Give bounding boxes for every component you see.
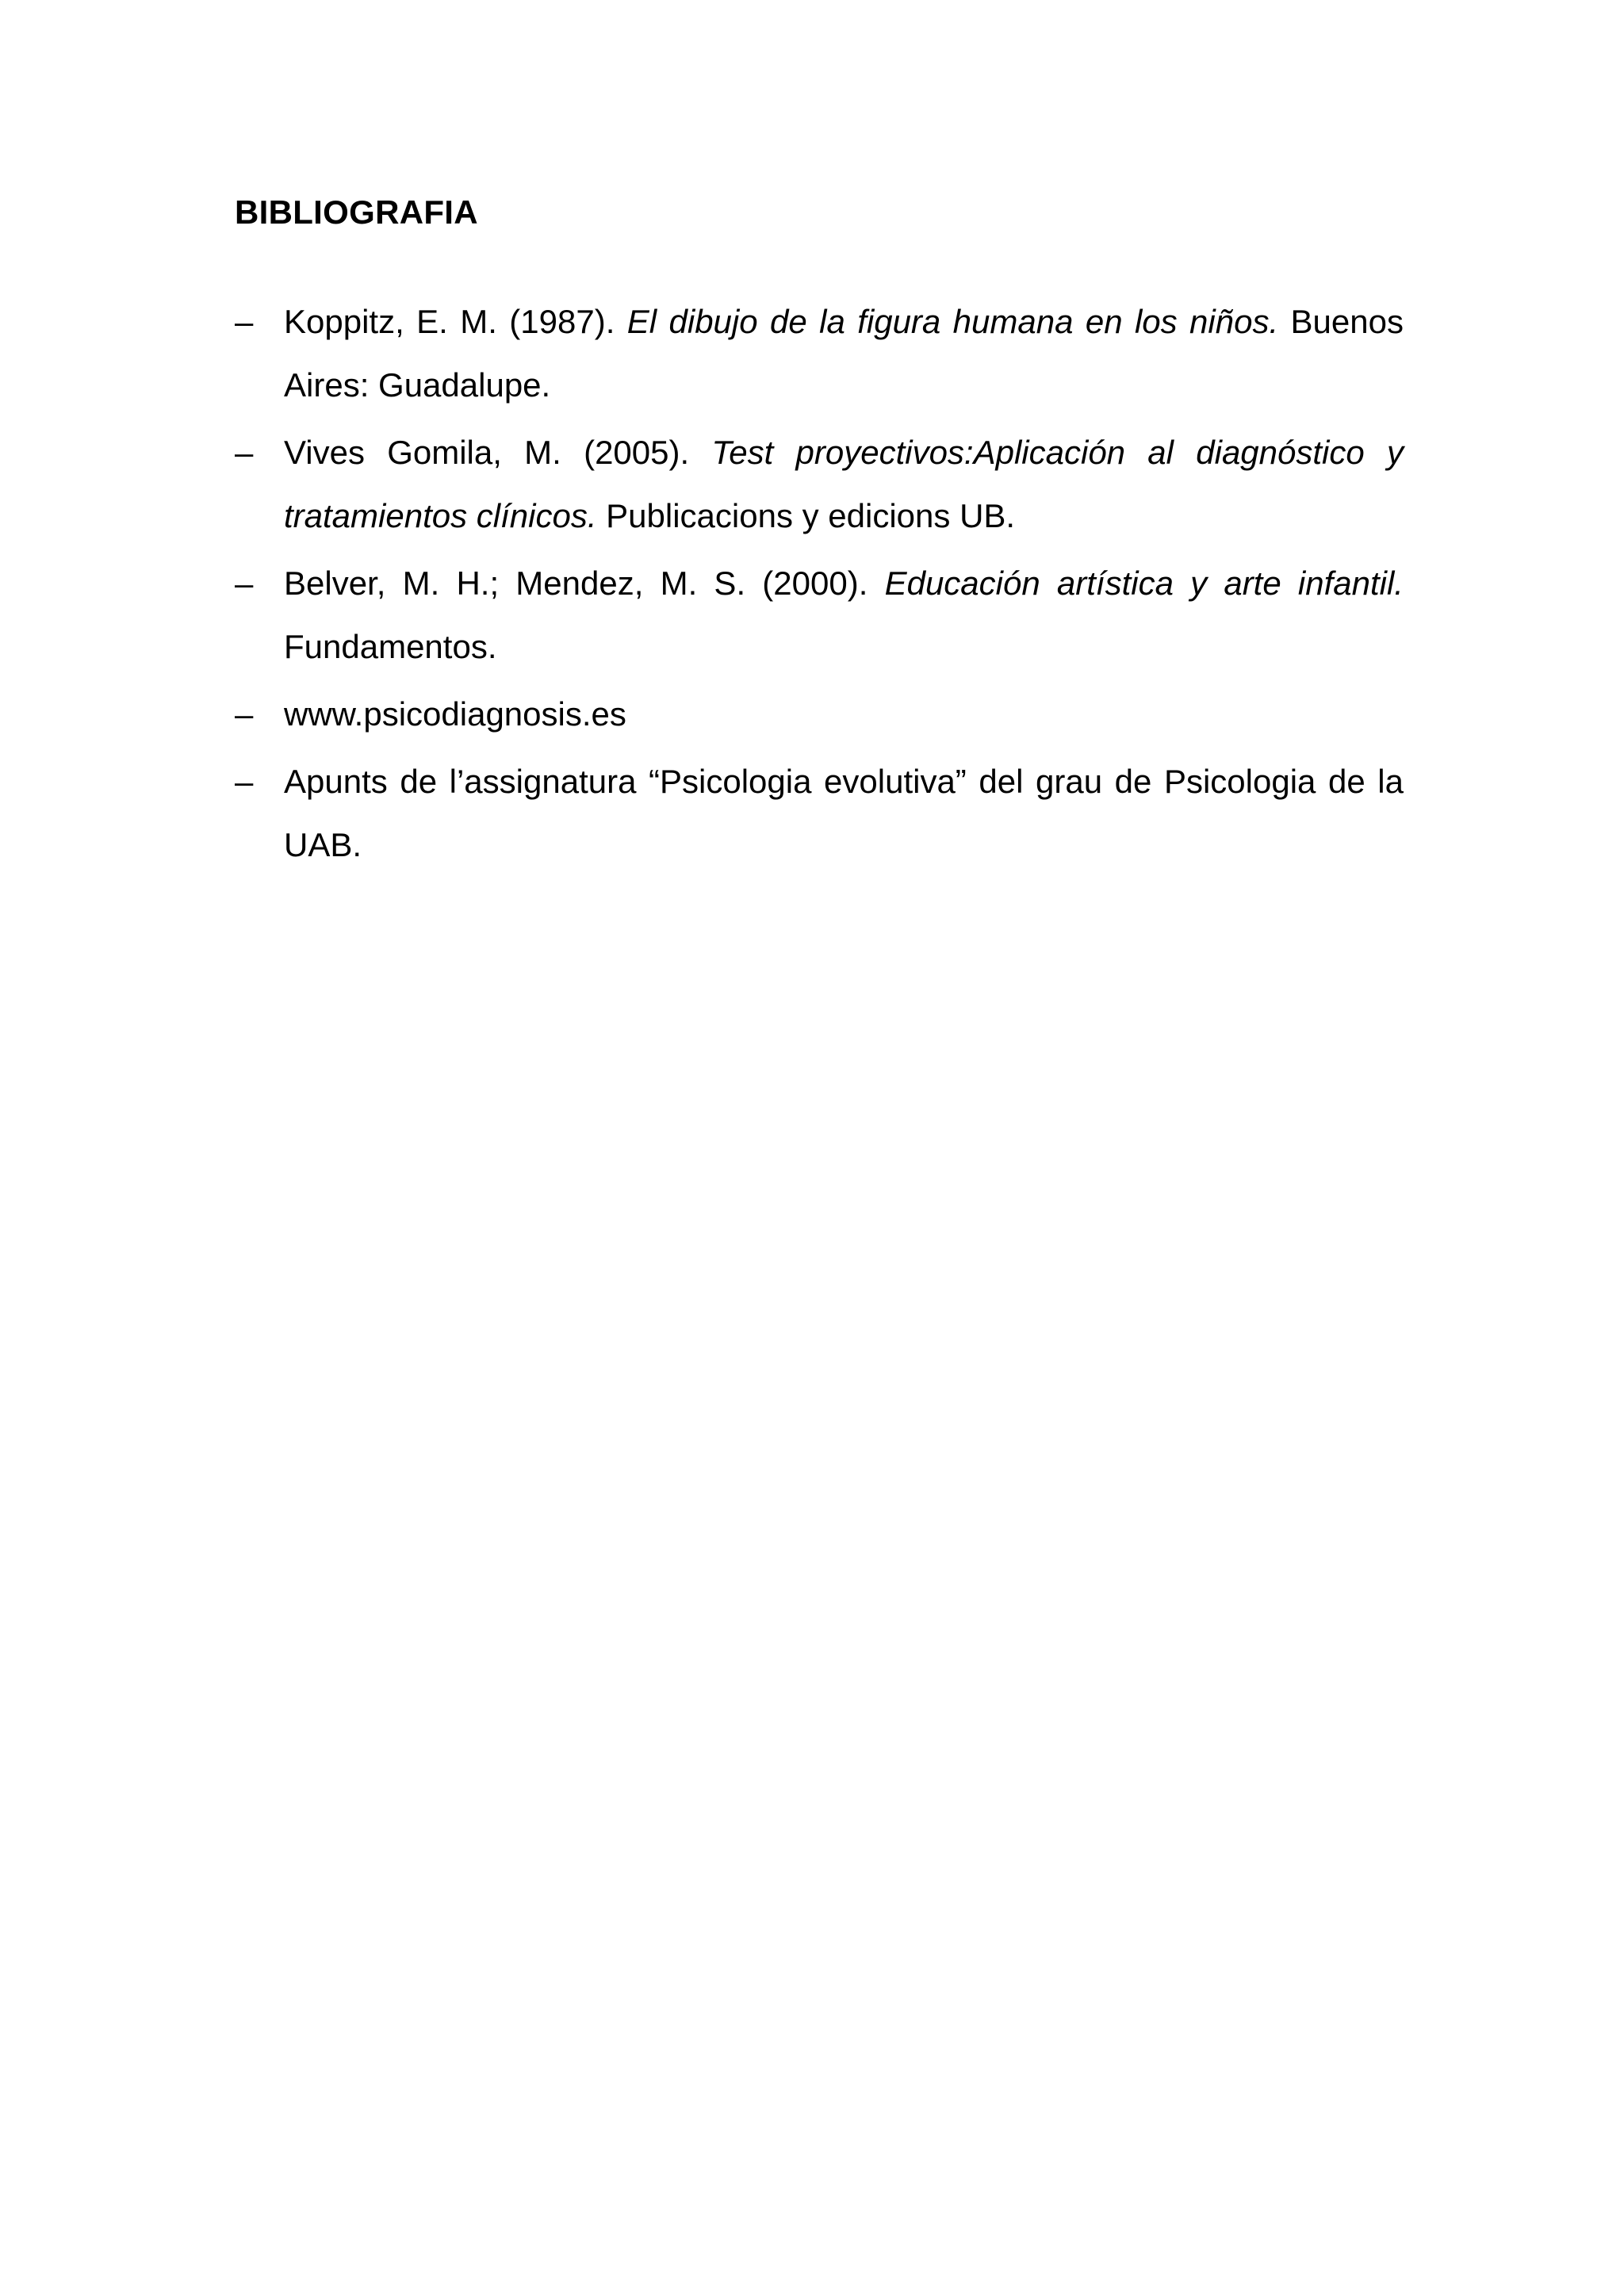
- bibliography-heading: BIBLIOGRAFIA: [235, 193, 478, 231]
- entry-title: Educación artística y arte infantil.: [884, 564, 1404, 602]
- entry-publisher: Buenos Aires: Guadalupe.: [284, 303, 1404, 404]
- dash-bullet: –: [235, 564, 254, 602]
- dash-bullet: –: [235, 303, 254, 340]
- entry-publisher: Publicacions y edicions UB.: [596, 497, 1016, 534]
- entry-text: Vives Gomila, M. (2005).: [284, 434, 712, 471]
- bibliography-entry: [235, 552, 1404, 679]
- bibliography-entry: [235, 290, 1404, 417]
- entry-link-text: www.psicodiagnosis.es: [284, 695, 626, 733]
- entry-text: Belver, M. H.; Mendez, M. S. (2000).: [284, 564, 885, 602]
- entry-title: El dibujo de la figura humana en los niños.: [626, 303, 1279, 340]
- bibliography-entry: [235, 683, 1404, 746]
- entry-title: Test proyectivos:Aplicación al diagnóstico y tratamientos clínicos.: [284, 434, 1404, 534]
- dash-bullet: –: [235, 434, 254, 471]
- dash-bullet: –: [235, 763, 254, 800]
- bibliography-entry: [235, 750, 1404, 877]
- entry-publisher: Fundamentos.: [284, 628, 497, 665]
- entry-text: Apunts de l’assignatura “Psicologia evolutiva” del grau de Psicologia de la UAB.: [284, 763, 1404, 863]
- bibliography-list: [235, 290, 1404, 881]
- entry-text: Koppitz, E. M. (1987).: [284, 303, 627, 340]
- dash-bullet: –: [235, 695, 254, 733]
- bibliography-entry: [235, 421, 1404, 548]
